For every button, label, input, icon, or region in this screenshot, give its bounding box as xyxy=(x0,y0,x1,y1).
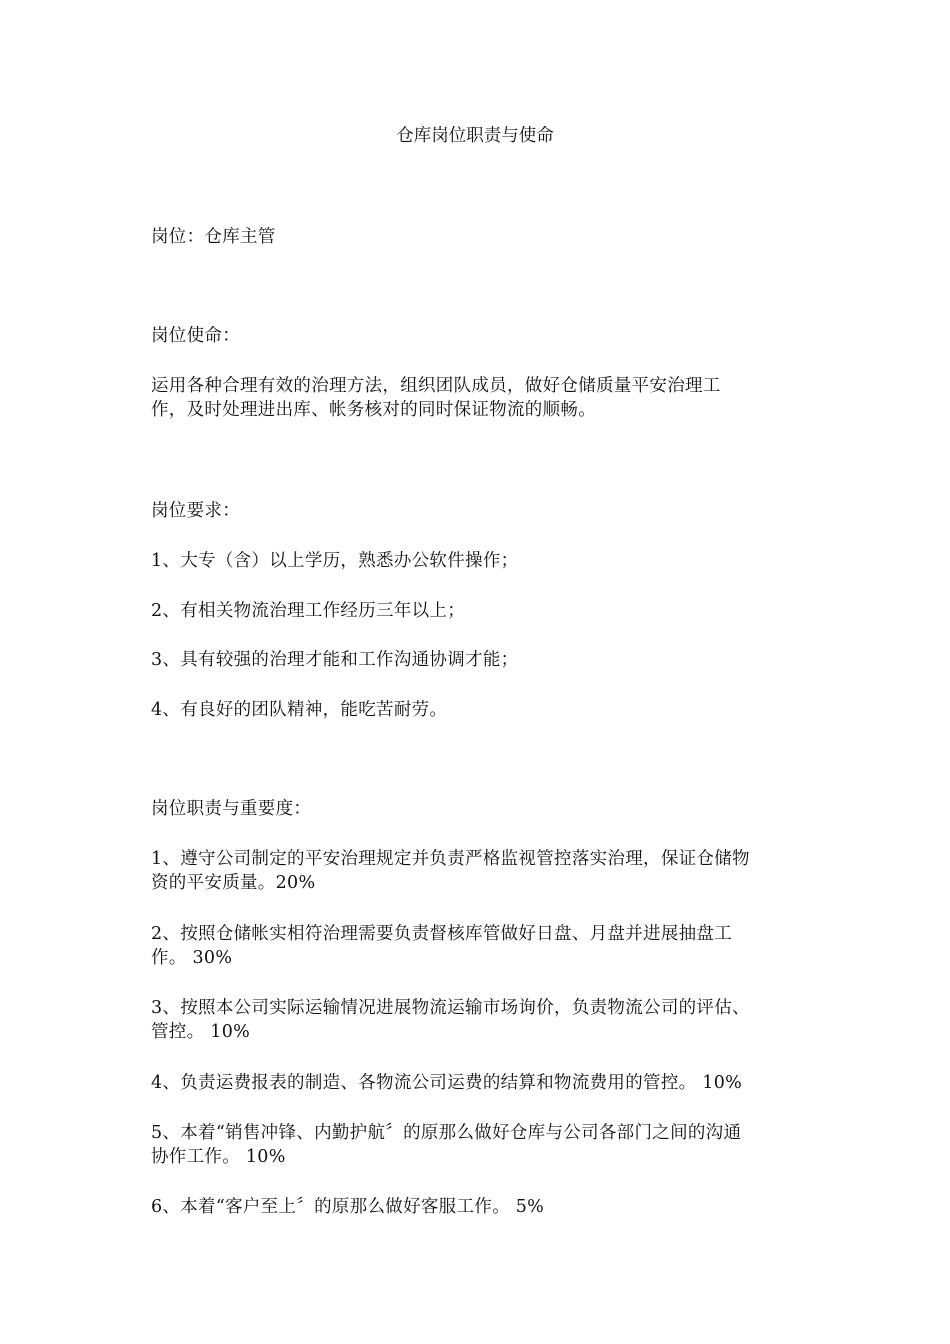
duty-line: 3、按照本公司实际运输情况进展物流运输市场询价，负责物流公司的评估、 xyxy=(151,998,750,1018)
mission-heading: 岗位使命： xyxy=(151,326,240,346)
post-line: 岗位：仓库主管 xyxy=(151,227,276,247)
requirement-item: 1、大专（含）以上学历，熟悉办公软件操作； xyxy=(151,551,519,571)
requirements-heading: 岗位要求： xyxy=(151,501,240,521)
duty-line: 6、本着“客户至上〞的原那么做好客服工作。 5% xyxy=(151,1197,545,1217)
duties-heading: 岗位职责与重要度： xyxy=(151,799,312,819)
mission-line: 作，及时处理进出库、帐务核对的同时保证物流的顺畅。 xyxy=(151,400,596,420)
duty-item xyxy=(151,922,796,970)
duty-line: 作。 30% xyxy=(151,948,233,968)
duty-line: 5、本着“销售冲锋、内勤护航〞的原那么做好仓库与公司各部门之间的沟通 xyxy=(151,1123,742,1143)
duty-line: 协作工作。 10% xyxy=(151,1147,286,1167)
duty-item xyxy=(151,847,796,895)
duty-item xyxy=(151,1121,796,1169)
requirement-item: 4、有良好的团队精神，能吃苦耐劳。 xyxy=(151,700,448,720)
duty-line: 资的平安质量。20% xyxy=(151,873,316,893)
document-title: 仓库岗位职责与使命 xyxy=(396,126,554,146)
requirement-item: 2、有相关物流治理工作经历三年以上； xyxy=(151,601,466,621)
mission-line: 运用各种合理有效的治理方法，组织团队成员，做好仓储质量平安治理工 xyxy=(151,376,721,396)
duty-line: 1、遵守公司制定的平安治理规定并负责严格监视管控落实治理，保证仓储物 xyxy=(151,849,750,869)
duty-item xyxy=(151,1195,796,1219)
duty-line: 2、按照仓储帐实相符治理需要负责督核库管做好日盘、月盘并进展抽盘工 xyxy=(151,924,733,944)
duty-item xyxy=(151,996,796,1044)
duty-line: 管控。 10% xyxy=(151,1022,251,1042)
duty-line: 4、负责运费报表的制造、各物流公司运费的结算和物流费用的管控。 10% xyxy=(151,1073,743,1093)
requirement-item: 3、具有较强的治理才能和工作沟通协调才能； xyxy=(151,650,519,670)
mission-paragraph xyxy=(151,374,796,422)
duty-item xyxy=(151,1071,796,1095)
